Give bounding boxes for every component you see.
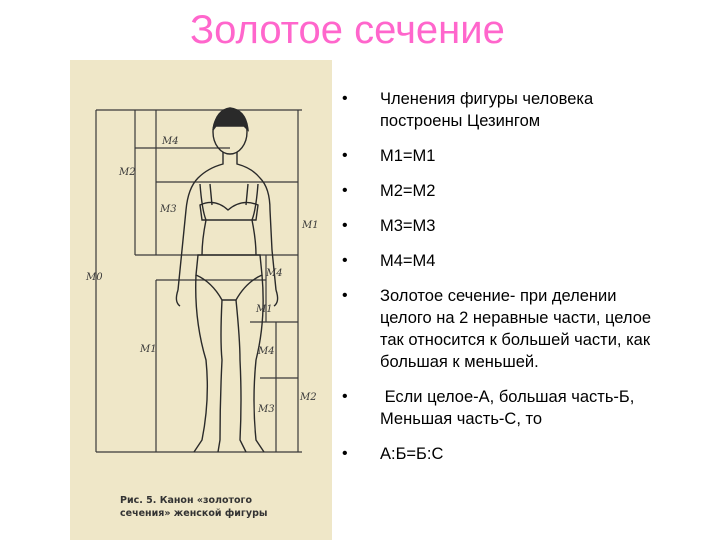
bullet-item [340, 250, 670, 272]
bullet-text: М3=М3 [380, 217, 436, 235]
bullet-text: М2=М2 [380, 182, 436, 200]
bullet-text: Если целое-А, большая часть-Б, Меньшая часть-С, то [380, 388, 639, 428]
label-m3-torso: M3 [160, 204, 177, 215]
bullet-glyph: • [342, 445, 348, 462]
bullet-text: М1=М1 [380, 147, 436, 165]
golden-ratio-figure-image [70, 60, 332, 540]
bullet-text: Золотое сечение- при делении целого на 2 неравные части, целое так относится к большей части, как большая к меньшей. [380, 287, 652, 371]
bullet-item [340, 145, 670, 167]
bullet-glyph: • [342, 217, 348, 234]
caption-line-1: Рис. 5. Канон «золотого [120, 495, 253, 506]
bullet-text: М4=М4 [380, 252, 436, 270]
bullet-glyph: • [342, 182, 348, 199]
label-m1-right-top: M1 [302, 220, 319, 231]
bullet-item [340, 215, 670, 237]
bullet-glyph: • [342, 252, 348, 269]
bullet-text: Членения фигуры человека построены Цезингом [380, 90, 594, 130]
bullet-glyph: • [342, 90, 348, 107]
bullet-list [340, 88, 670, 478]
figure-drawing [70, 60, 332, 540]
bullet-text: А:Б=Б:С [380, 445, 444, 463]
bullet-glyph: • [342, 287, 348, 304]
caption-line-2: сечения» женской фигуры [120, 508, 268, 519]
bullet-item [340, 88, 670, 132]
label-m0: M0 [86, 272, 103, 283]
bullet-item [340, 180, 670, 202]
label-m2-left: M2 [119, 167, 136, 178]
bullet-glyph: • [342, 388, 348, 405]
label-m1-small: M1 [256, 304, 273, 315]
label-m4-hip: M4 [266, 268, 283, 279]
label-m4-knee: M4 [258, 346, 275, 357]
bullet-item [340, 443, 670, 465]
slide-title: Золотое сечение [190, 8, 505, 52]
label-m1-leg: M1 [140, 344, 157, 355]
figure-caption [120, 494, 320, 520]
bullet-item [340, 285, 670, 373]
label-m4-top: M4 [162, 136, 179, 147]
bullet-item [340, 386, 670, 430]
label-m3-low: M3 [258, 404, 275, 415]
label-m2-right: M2 [300, 392, 317, 403]
bullet-glyph: • [342, 147, 348, 164]
